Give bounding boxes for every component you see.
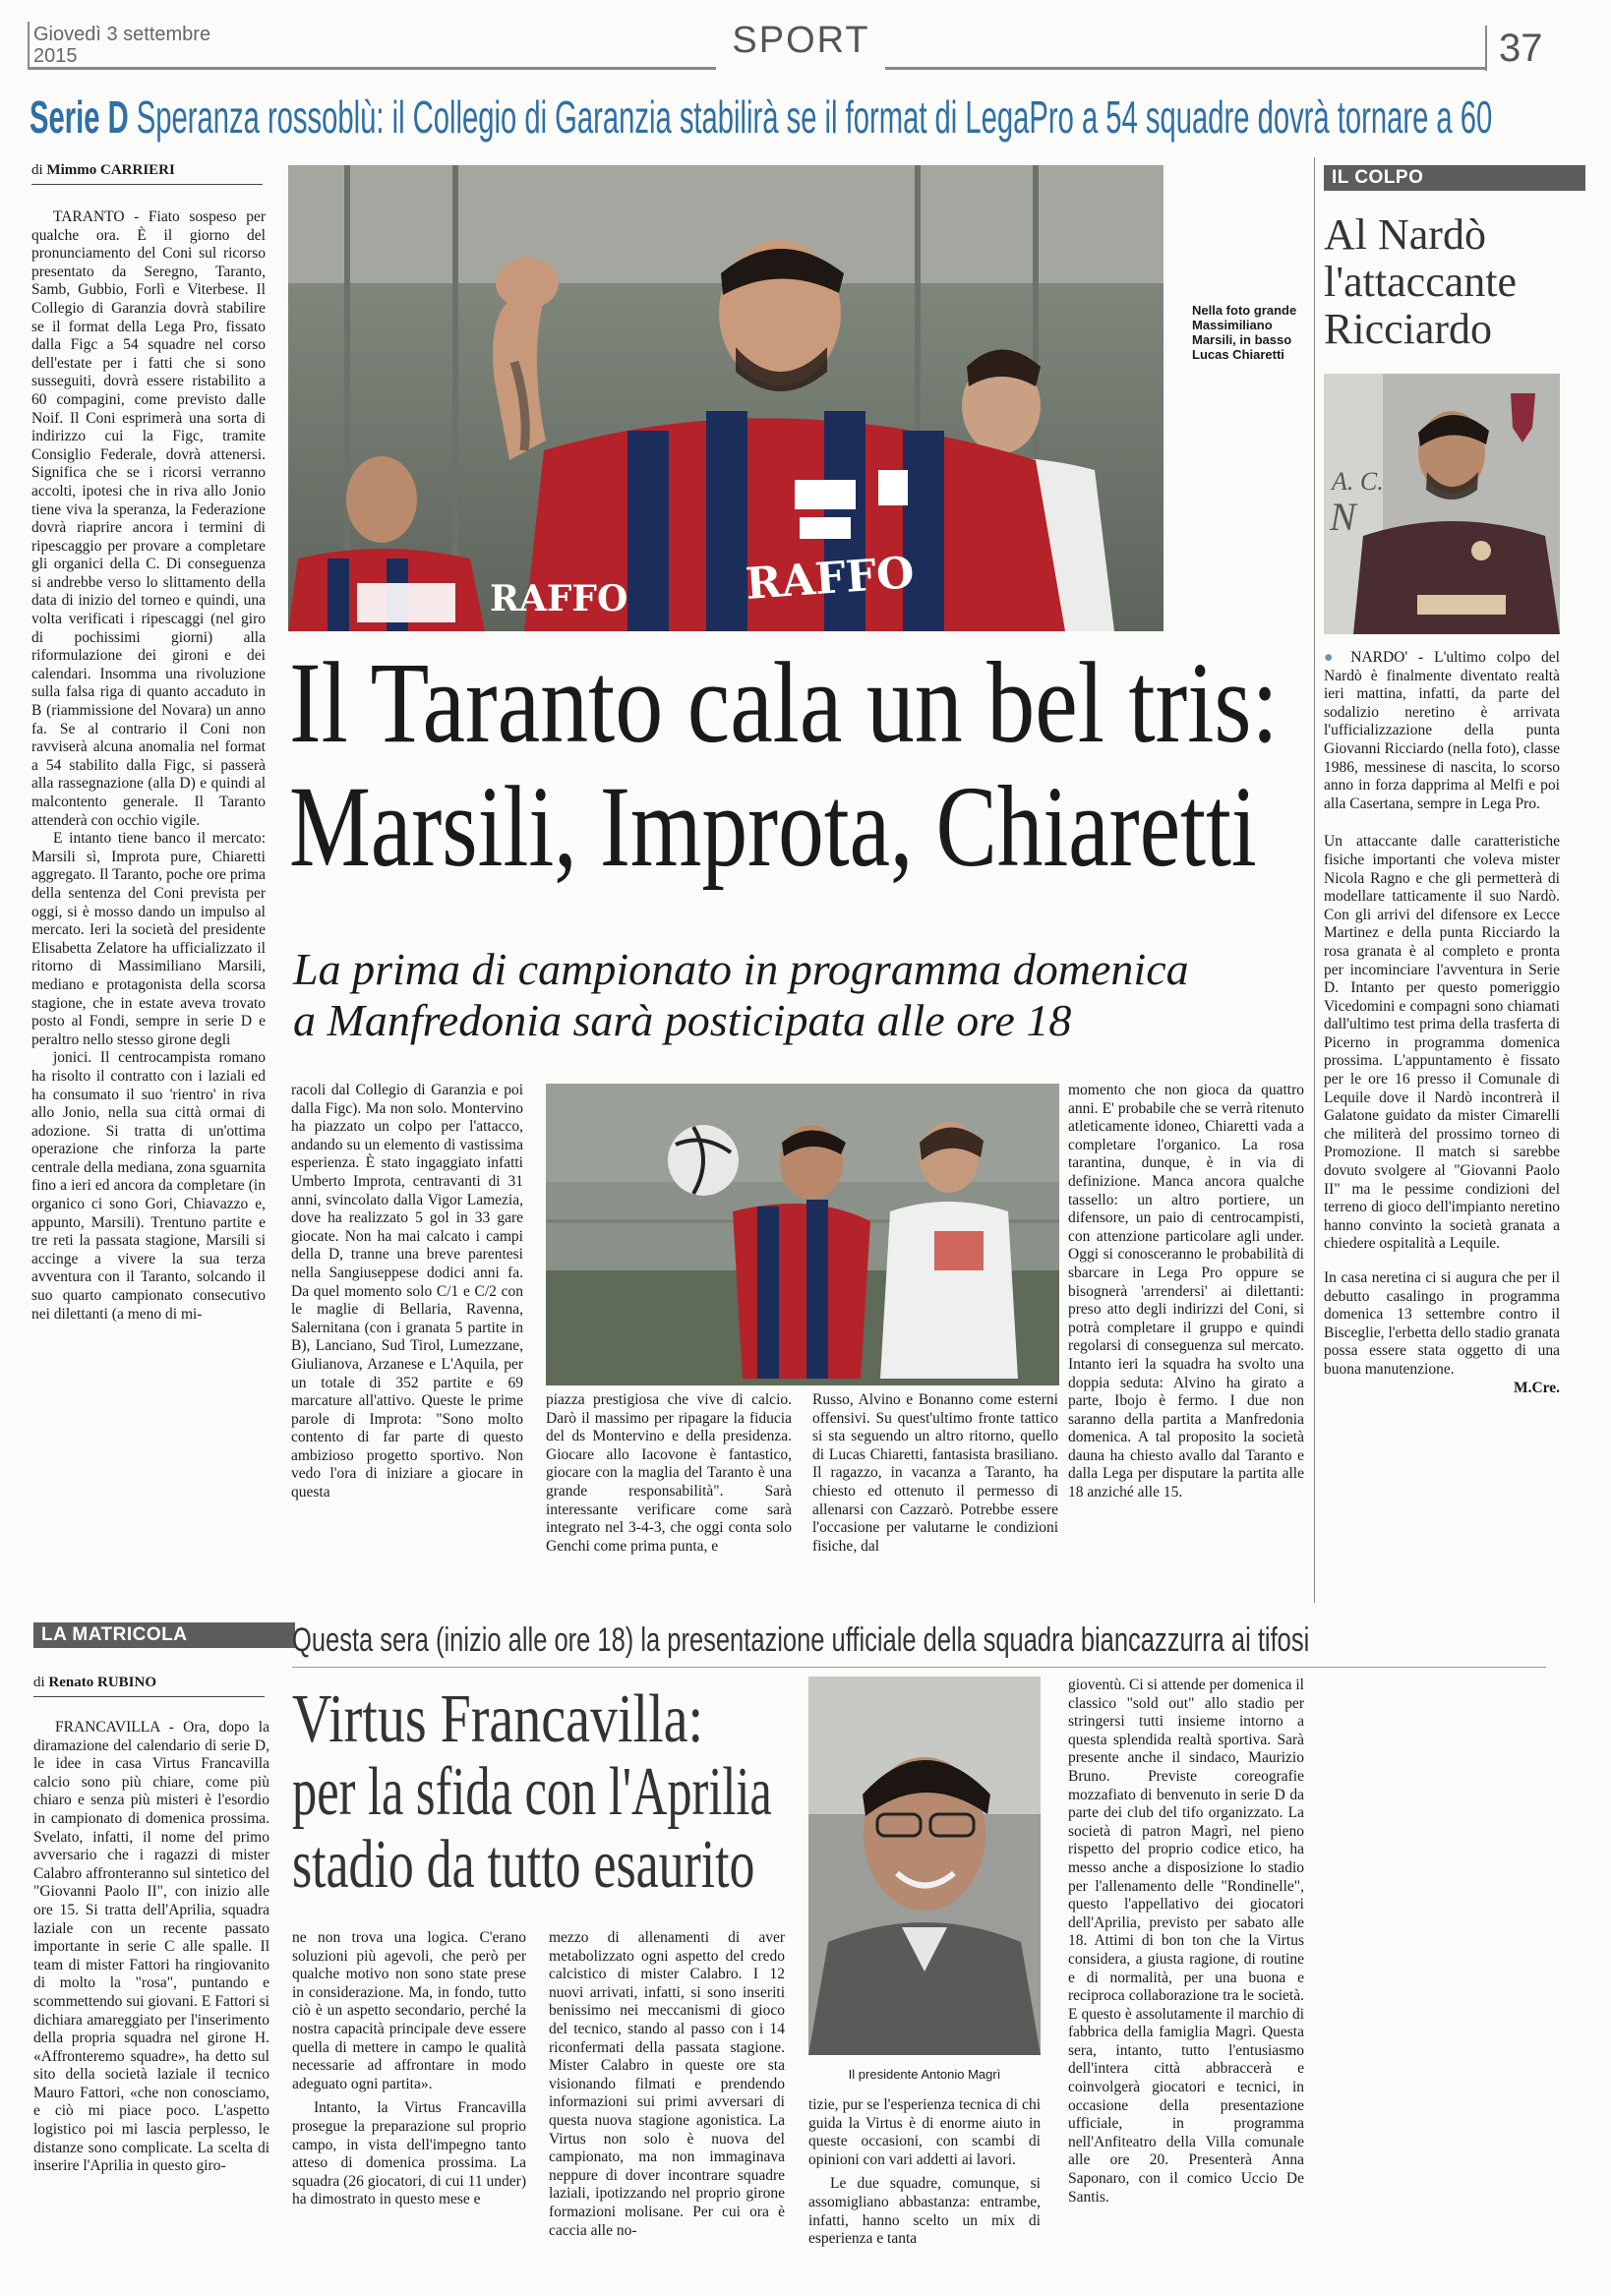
masthead-rule-right	[885, 67, 1485, 70]
top-kicker-line	[30, 90, 1492, 144]
il-colpo-body	[1324, 649, 1560, 1578]
top-byline: di Mimmo CARRIERI	[31, 162, 175, 178]
il-colpo-p3: In casa neretina ci si augura che per il debutto casalingo in programma domenica 13 settembre contro il Bisceglie, l'erbetta dello stadio granata possa essere stata oggetto di una buona manutenzione.	[1324, 1269, 1560, 1378]
jersey-sponsor-main: RAFFO	[744, 548, 917, 610]
bottom-story-column-3: mezzo di allenamenti di aver metabolizzato ogni aspetto del credo calcistico di mister Calabro. I 12 nuovi arrivati, infatti, si sono inseriti benissimo nei meccanismi di gioco del tecnico, stando al passo con i 14 riconfermati della passata stagione. Mister Calabro in queste ore sta visionando filmati e prendendo informazioni sui primi avversari di questa nuova stagione agonistica. La Virtus non solo è nuova del campionato, ma non immaginava neppure di dover incontrare squadre laziali, ipotizzando nel proprio girone formazioni molisane. Per cui ora è caccia alle no-	[549, 1929, 785, 2239]
main-subtitle	[293, 944, 1306, 1046]
top-body-p2: E intanto tiene banco il mercato: Marsili sì, Improta pure, Chiaretti aggregato. Il Taranto, poche ore prima della sentenza del Coni prevista per oggi, si è mosso dando un impulso al mercato. Ieri la società del presidente Elisabetta Zelatore ha ufficializzato il ritorno di Massimiliano Marsili, mediano e protagonista della scorsa stagione, che in estate aveva trovato posto al Fondi, sempre in serie D e peraltro nello stesso girone degli	[31, 830, 266, 1048]
main-title	[289, 638, 1297, 891]
bottom-story-column-5: gioventù. Ci si attende per domenica il classico "sold out" allo stadio per stringersi tutti insieme intorno a questa splendida realtà sportiva. Sarà presente anche il sindaco, Maurizio Bruno. Previste coreografie mozzafiato di benvenuto in serie D da parte dei club del tifo organizzato. La società di patron Magrì, nel pieno rispetto del proprio codice etico, ha messo anche a disposizione lo stadio per l'allenamento delle "Rondinelle", questo l'appellativo dei giocatori dell'Aprilia, previsto per sabato alle 18. Attimi di bon ton che la Virtus considera, a giusta ragione, di routine e di normalità, per una buona e reciproca collaborazione tra le società. E questo è assolutamente il marchio di fabbrica della famiglia Magrì. Questa sera, intanto, tutto l'entusiasmo dell'intera città abbraccerà e coinvolgerà giocatori e tecnici, in occasione della presentazione ufficiale, in programma nell'Anfiteatro della Villa comunale alle ore 20. Presenterà Anna Saponaro, con il comico Uccio De Santis.	[1068, 1677, 1304, 2206]
magri-photo-caption: Il presidente Antonio Magrì	[848, 2067, 1001, 2082]
masthead-day: Giovedì 3 settembre	[33, 24, 211, 45]
chiaretti-photo	[546, 1084, 1059, 1385]
il-colpo-p2: Un attaccante dalle caratteristiche fisiche importanti che voleva mister Nicola Ragno e che gli permetterà di modellare tatticamente il suo Nardò. Con gli arrivi del difensore ex Lecce Martinez e della punta Ricciardo la rosa granata è al completo e pronta per incominciare l'avventura in Serie D. Intanto per questo pomeriggio Vicedomini e compagni sono chiamati dall'ultimo test prima della trasferta di Picerno in programma domenica prossima. L'appuntamento è fissato per le ore 16 presso il Comunale di Lequile dove il Nardò incontrerà il Galatone guidato da mister Cimarelli che militerà del prossimo torneo di Promozione. Il match si sarebbe dovuto svolgere al "Giovanni Paolo II" ma le pessime condizioni del terreno di gioco dell'impianto neretino hanno convinto la società granata a chiedere ospitalità a Lequile.	[1324, 833, 1560, 1253]
main-title-line1: Il Taranto cala un bel tris:	[289, 638, 1279, 767]
marsili-photo-illustration	[288, 165, 1164, 631]
main-title-line2: Marsili, Improta, Chiaretti	[289, 762, 1257, 891]
bottom-story-column-4: tizie, pur se l'esperienza tecnica di chi guida la Virtus è di enorme aiuto in queste occasioni, con scambi di opinioni con vari addetti ai lavori. Le due squadre, comunque, si assomigliano abbastanza: entrambe, infatti, hanno scelto un mix di esperienza e tanta	[808, 2096, 1041, 2248]
il-colpo-p1: ● NARDO' - L'ultimo colpo del Nardò è finalmente diventato realtà ieri mattina, infatti, da parte del sodalizio neretino è arrivata l'ufficializzazione della punta Giovanni Ricciardo (nella foto), classe 1986, messinese di nascita, lo scorso anno in forza dapprima al Melfi e poi alla Casertana, sempre in Lega Pro.	[1324, 649, 1560, 812]
la-matricola-label: LA MATRICOLA	[33, 1622, 295, 1648]
bottom-kicker: Questa sera (inizio alle ore 18) la presentazione ufficiale della squadra biancazzurra ai tifosi	[292, 1621, 1310, 1659]
page-number: 37	[1485, 26, 1543, 71]
magri-photo	[808, 1677, 1041, 2055]
bottom-story-column-2: ne non trova una logica. C'erano soluzioni più agevoli, che però per qualche motivo non sono state prese in considerazione. Ma, in fondo, tutto ciò è un aspetto secondario, perché la nostra capacità principale deve essere quella di mettere in campo le qualità necessarie ad affrontare in modo adeguato ogni partita». Intanto, la Virtus Francavilla prosegue la preparazione sul proprio campo, in vista dell'impegno tanto atteso di domenica prossima. La squadra (26 giocatori, di cui 11 under) ha dimostrato in questo mese e	[292, 1929, 526, 2208]
main-photo-caption: Nella foto grande Massimiliano Marsili, in basso Lucas Chiaretti	[1192, 303, 1297, 362]
bottom-kicker-rule	[292, 1667, 1546, 1668]
masthead-rule-vert	[28, 22, 30, 69]
top-byline-rule	[31, 184, 263, 185]
ricciardo-photo-illustration	[1324, 374, 1560, 634]
masthead-rule-left	[28, 67, 716, 70]
il-colpo-headline: Al Nardò l'attaccante Ricciardo	[1324, 210, 1518, 353]
top-story-column-4: Russo, Alvino e Bonanno come esterni offensivi. Su quest'ultimo fronte tattico si sta seguendo un altro ritorno, quello di Lucas Chiaretti, fantasista brasiliano. Il ragazzo, in vacanza a Taranto, ha chiesto ed ottenuto il permesso di allenarsi con Cazzarò. Potrebbe essere l'occasione per valutarne le condizioni fisiche, dal	[812, 1391, 1058, 1555]
marsili-photo	[288, 165, 1164, 631]
magri-photo-illustration	[808, 1677, 1041, 2055]
ricciardo-photo	[1324, 374, 1560, 634]
bottom-byline: di Renato RUBINO	[33, 1675, 157, 1690]
top-story-column-2: racoli dal Collegio di Garanzia e poi dalla Figc). Ma non solo. Montervino ha piazzato un colpo per l'attacco, andando su un elemento di vastissima esperienza. È stato ingaggiato infatti Umberto Improta, centravanti di 31 anni, svincolato dalla Vigor Lamezia, dove ha realizzato 5 gol in 33 gare giocate. Non ha mai calcato i campi della D, tranne una breve parentesi nella Sangiuseppese dodici anni fa. Da quel momento solo C/1 e C/2 con le maglie di Bellaria, Ravenna, Salernitana (con i granata 5 partite in B), Lanciano, Sud Tirol, Lumezzane, Giulianova, Arzanese e L'Aquila, per un totale di 352 partite e 69 marcature all'attivo. Queste le prime parole di Improta: "Sono molto contento di far parte di questo ambizioso progetto sportivo. Non vedo l'ora di iniziare a giocare in questa	[291, 1082, 523, 1501]
main-subtitle-line2: a Manfredonia sarà posticipata alle ore 18	[293, 995, 1072, 1045]
main-subtitle-line1: La prima di campionato in programma domenica	[293, 944, 1189, 994]
ricciardo-photo-text-n: N	[1330, 495, 1356, 539]
top-story-column-3: piazza prestigiosa che vive di calcio. Darò il massimo per ripagare la fiducia del ds Montervino e della presidenza. Giocare allo Iacovone è fantastico, giocare con la maglia del Taranto è una grande responsabilità". Sarà interessante verificare come sarà integrato nel 3-4-3, che oggi conta solo Genchi come prima punta, e	[546, 1391, 792, 1555]
ricciardo-photo-text-ac: A. C.	[1332, 467, 1384, 496]
bottom-byline-author: Renato RUBINO	[48, 1675, 157, 1690]
jersey-sponsor-back: RAFFO	[490, 578, 628, 619]
bullet-icon: ●	[1324, 649, 1351, 666]
bottom-story-column-1: FRANCAVILLA - Ora, dopo la diramazione del calendario di serie D, le idee in casa Virtus Francavilla calcio sono più chiare, come più chiaro e senza più misteri è l'esordio in campionato di domenica prossima. Svelato, infatti, il nome del primo avversario che i ragazzi di mister Calabro affronteranno sul sintetico del "Giovanni Paolo II", con inizio alle ore 15. Si tratta dell'Aprilia, squadra laziale con un recente passato importante in serie C alle spalle. Il team di mister Fattori ha ringiovanito di molto la "rosa", puntando e scommettendo sui giovani. E Fattori si dichiara amareggiato per l'inserimento della propria squadra nel girone H. «Affronteremo squadre», ha detto sul sito della società laziale il tecnico Mauro Fattori, «che non conosciamo, e ciò mi piace poco. L'aspetto logistico poi mi lascia perplesso, le distanze sono complicate. La scelta di inserire l'Aprilia in questo giro-	[33, 1719, 269, 2175]
chiaretti-photo-illustration	[546, 1084, 1059, 1385]
top-kicker-headline: Speranza rossoblù: il Collegio di Garanzia stabilirà se il format di LegaPro a 54 squadre dovrà tornare a 60	[136, 91, 1493, 143]
top-body-p1: TARANTO - Fiato sospeso per qualche ora. È il giorno del pronunciamento del Coni sul ricorso presentato da Seregno, Taranto, Samb, Gubbio, Forlì e Viterbese. Il Collegio di Garanzia dovrà stabilire se il format della Lega Pro, fissato dalla Figc a 54 squadre nel corso dell'estate per i fatti che si sono susseguiti, dovrà essere ristabilito a 60 compagini, come previsto dalle Noif. Il Coni esprimerà una sorta di indirizzo cui la Figc, tramite Consiglio Federale, dovrà attenersi. Significa che se i ricorsi verranno accolti, ipotesi che in riva allo Jonio tiene viva la speranza, la Federazione dovrà riaprire ancora i termini di ripescaggio per provare a completare gli organici della C. Di conseguenza si andrebbe verso lo slittamento della data di inizio del torneo e quindi, una volta verificati i ripescaggi (nel giro di pochissimi giorni) alla riformulazione dei gironi e dei calendari. Insomma una rivoluzione sulla falsa riga di quanto accaduto in B (riammissione del Novara) un anno fa. Se al contrario il Coni non ravviserà alcuna anomalia nel format a 54 stabilito dalla Figc, si passerà alla rassegnazione (alla D) e quindi al malcontento generale. Il Taranto attenderà con occhio vigile.	[31, 208, 266, 829]
section-title: SPORT	[732, 20, 870, 61]
top-body-p3: jonici. Il centrocampista romano ha risolto il contratto con i laziali ed ha consumato il suo 'rientro' in riva allo Jonio, nella sua città ormai di adozione. Si tratta di un'ottima operazione che rinforza la parte centrale della mediana, zona sguarnita fino a ieri ed ancora da completare (in organico ci sono Gori, Chiavazzo e, appunto, Marsili). Trentuno partite e tre reti la passata stagione, Marsili si accinge a vivere la sua terza avventura con il Taranto, solcando il suo quarto campionato consecutivo nei dilettanti (a meno di mi-	[31, 1049, 266, 1323]
top-story-column-1	[31, 208, 266, 1578]
masthead-date	[33, 24, 210, 67]
masthead-year: 2015	[33, 45, 78, 67]
il-colpo-label: IL COLPO	[1324, 165, 1585, 191]
top-kicker: Serie D	[30, 91, 129, 143]
top-byline-author: Mimmo CARRIERI	[46, 162, 175, 178]
top-story-column-5: momento che non gioca da quattro anni. E' probabile che se verrà ritenuto atleticamente idoneo, Chiaretti vada a completare l'organico. La rosa tarantina, dunque, è in via di definizione. Manca ancora qualche tassello: un altro portiere, un difensore, un paio di centrocampisti, con attenzione particolare agli under. Oggi si conosceranno le probabilità di sbarcare in Lega Pro oppure se bisognerà 'arrendersi' ai dilettanti: preso atto degli indirizzi del Coni, si potrà completare il gruppo e quindi regolarsi di conseguenza sul mercato. Intanto ieri la squadra ha svolto una doppia seduta: Alvino ha girato a parte, Ibojo è fermo. I due non saranno della partita a Manfredonia domenica. A tal proposito la società dauna ha chiesto avallo dal Taranto e dalla Lega per disputare la partita alle 18 anziché alle 15.	[1068, 1082, 1304, 1501]
bottom-byline-rule	[33, 1696, 265, 1697]
bottom-headline: Virtus Francavilla: per la sfida con l'Aprilia stadio da tutto esaurito	[292, 1681, 772, 1903]
sidebar-divider	[1314, 157, 1315, 1603]
il-colpo-signature: M.Cre.	[1513, 1379, 1560, 1396]
